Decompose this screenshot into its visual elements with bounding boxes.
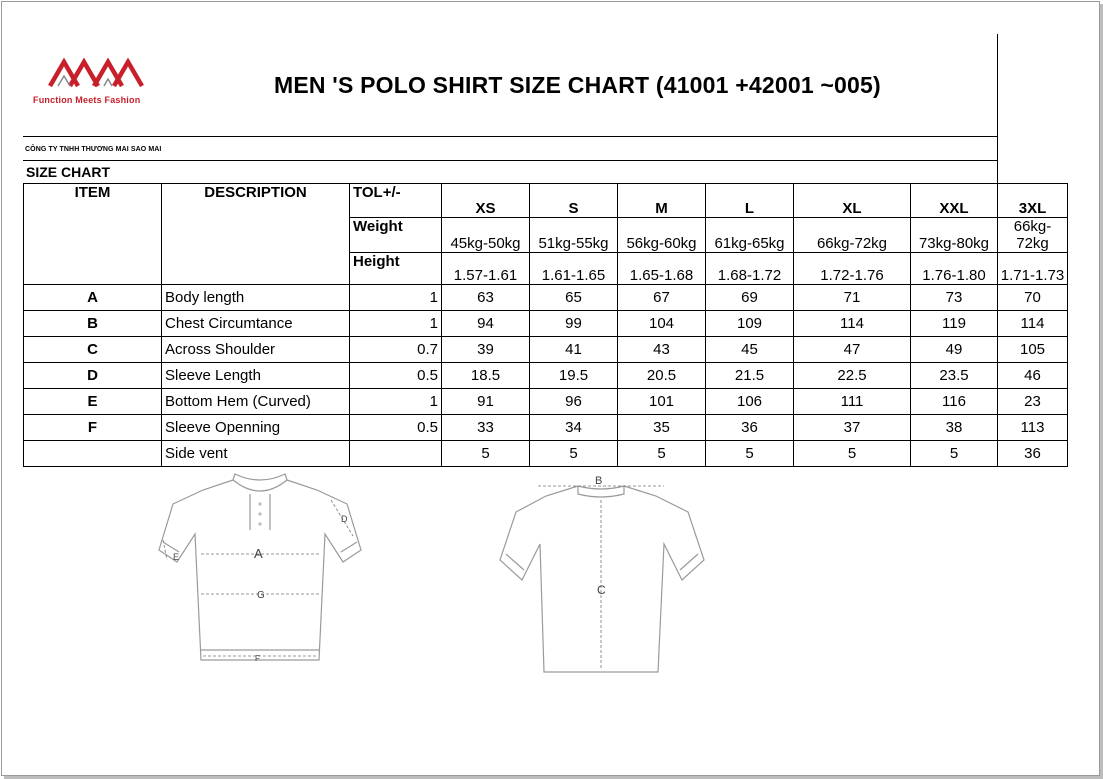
row-description-cell: Sleeve Length	[162, 363, 350, 389]
table-body	[24, 285, 1068, 467]
weight-cell: 56kg-60kg	[618, 218, 706, 253]
height-cell: 1.61-1.65	[530, 253, 618, 285]
weight-cell: 61kg-65kg	[706, 218, 794, 253]
back-label-c: C	[597, 583, 606, 597]
header-weight: Weight	[350, 218, 442, 253]
row-value-cell: 5	[911, 441, 998, 467]
row-value-cell: 94	[442, 311, 530, 337]
row-value-cell: 19.5	[530, 363, 618, 389]
table-row	[24, 389, 1068, 415]
row-value-cell: 91	[442, 389, 530, 415]
row-value-cell: 96	[530, 389, 618, 415]
header-description-cont	[162, 218, 350, 253]
row-value-cell: 46	[998, 363, 1068, 389]
height-cell: 1.76-1.80	[911, 253, 998, 285]
front-label-f: F	[255, 654, 260, 663]
weight-cell: 51kg-55kg	[530, 218, 618, 253]
row-value-cell: 18.5	[442, 363, 530, 389]
header-size: M	[618, 184, 706, 218]
row-item-cell: B	[24, 311, 162, 337]
weight-cell: 66kg-72kg	[998, 218, 1068, 253]
row-value-cell: 20.5	[618, 363, 706, 389]
header-size: 3XL	[998, 184, 1068, 218]
header-divider-vertical	[997, 34, 998, 184]
row-item-cell: C	[24, 337, 162, 363]
row-value-cell: 41	[530, 337, 618, 363]
header-tol: TOL+/-	[350, 184, 442, 218]
row-item-cell	[24, 441, 162, 467]
height-cell: 1.65-1.68	[618, 253, 706, 285]
brand-tagline: Function Meets Fashion	[33, 95, 141, 105]
row-item-cell: D	[24, 363, 162, 389]
row-value-cell: 114	[794, 311, 911, 337]
row-value-cell: 114	[998, 311, 1068, 337]
row-value-cell: 45	[706, 337, 794, 363]
row-value-cell: 71	[794, 285, 911, 311]
header-size: XXL	[911, 184, 998, 218]
row-value-cell: 5	[618, 441, 706, 467]
page-title: MEN 'S POLO SHIRT SIZE CHART (41001 +42001 ~005)	[274, 72, 881, 98]
back-label-b: B	[595, 475, 603, 487]
front-label-a: A	[254, 546, 263, 561]
row-value-cell: 119	[911, 311, 998, 337]
weight-cell: 66kg-72kg	[794, 218, 911, 253]
company-divider	[23, 160, 998, 161]
header-size: XL	[794, 184, 911, 218]
row-value-cell: 37	[794, 415, 911, 441]
row-value-cell: 5	[530, 441, 618, 467]
table-row	[24, 311, 1068, 337]
row-tolerance-cell: 0.5	[350, 363, 442, 389]
header-item: ITEM	[24, 184, 162, 218]
height-cell: 1.71-1.73	[998, 253, 1068, 285]
row-description-cell: Bottom Hem (Curved)	[162, 389, 350, 415]
height-cell: 1.68-1.72	[706, 253, 794, 285]
row-value-cell: 70	[998, 285, 1068, 311]
row-item-cell: F	[24, 415, 162, 441]
row-value-cell: 63	[442, 285, 530, 311]
row-value-cell: 69	[706, 285, 794, 311]
row-description-cell: Across Shoulder	[162, 337, 350, 363]
row-description-cell: Chest Circumtance	[162, 311, 350, 337]
row-tolerance-cell	[350, 441, 442, 467]
back-shirt-diagram	[498, 472, 708, 682]
row-value-cell: 67	[618, 285, 706, 311]
row-value-cell: 43	[618, 337, 706, 363]
header-description-cont	[162, 253, 350, 285]
row-value-cell: 38	[911, 415, 998, 441]
row-value-cell: 101	[618, 389, 706, 415]
row-value-cell: 49	[911, 337, 998, 363]
row-value-cell: 116	[911, 389, 998, 415]
weight-cell: 45kg-50kg	[442, 218, 530, 253]
row-value-cell: 5	[794, 441, 911, 467]
row-value-cell: 35	[618, 415, 706, 441]
size-chart-table	[23, 183, 1068, 467]
row-value-cell: 39	[442, 337, 530, 363]
front-label-g: G	[257, 590, 265, 601]
row-item-cell: E	[24, 389, 162, 415]
row-value-cell: 5	[442, 441, 530, 467]
header-divider	[23, 136, 998, 137]
row-value-cell: 99	[530, 311, 618, 337]
row-value-cell: 111	[794, 389, 911, 415]
weight-cell: 73kg-80kg	[911, 218, 998, 253]
row-value-cell: 73	[911, 285, 998, 311]
header-item-cont	[24, 253, 162, 285]
row-value-cell: 113	[998, 415, 1068, 441]
header-description: DESCRIPTION	[162, 184, 350, 218]
row-tolerance-cell: 0.7	[350, 337, 442, 363]
row-tolerance-cell: 1	[350, 311, 442, 337]
row-value-cell: 47	[794, 337, 911, 363]
height-cell: 1.57-1.61	[442, 253, 530, 285]
row-value-cell: 104	[618, 311, 706, 337]
row-value-cell: 65	[530, 285, 618, 311]
row-value-cell: 23.5	[911, 363, 998, 389]
company-name: CÔNG TY TNHH THƯƠNG MAI SAO MAI	[25, 146, 162, 153]
row-item-cell: A	[24, 285, 162, 311]
table-row	[24, 415, 1068, 441]
row-value-cell: 105	[998, 337, 1068, 363]
row-value-cell: 22.5	[794, 363, 911, 389]
front-label-e: E	[173, 552, 180, 562]
row-description-cell: Body length	[162, 285, 350, 311]
header-height: Height	[350, 253, 442, 285]
header-size: L	[706, 184, 794, 218]
table-row	[24, 441, 1068, 467]
row-value-cell: 33	[442, 415, 530, 441]
height-cell: 1.72-1.76	[794, 253, 911, 285]
row-tolerance-cell: 0.5	[350, 415, 442, 441]
row-description-cell: Side vent	[162, 441, 350, 467]
header-size: S	[530, 184, 618, 218]
header-size: XS	[442, 184, 530, 218]
row-value-cell: 36	[998, 441, 1068, 467]
header-item-cont	[24, 218, 162, 253]
table-row	[24, 337, 1068, 363]
row-value-cell: 106	[706, 389, 794, 415]
section-label: SIZE CHART	[26, 164, 110, 180]
row-value-cell: 36	[706, 415, 794, 441]
row-value-cell: 109	[706, 311, 794, 337]
row-value-cell: 34	[530, 415, 618, 441]
front-label-d: D	[341, 514, 348, 524]
row-value-cell: 23	[998, 389, 1068, 415]
row-tolerance-cell: 1	[350, 389, 442, 415]
row-tolerance-cell: 1	[350, 285, 442, 311]
front-shirt-diagram	[155, 472, 365, 672]
row-description-cell: Sleeve Openning	[162, 415, 350, 441]
table-row	[24, 285, 1068, 311]
row-value-cell: 5	[706, 441, 794, 467]
row-value-cell: 21.5	[706, 363, 794, 389]
table-row	[24, 363, 1068, 389]
